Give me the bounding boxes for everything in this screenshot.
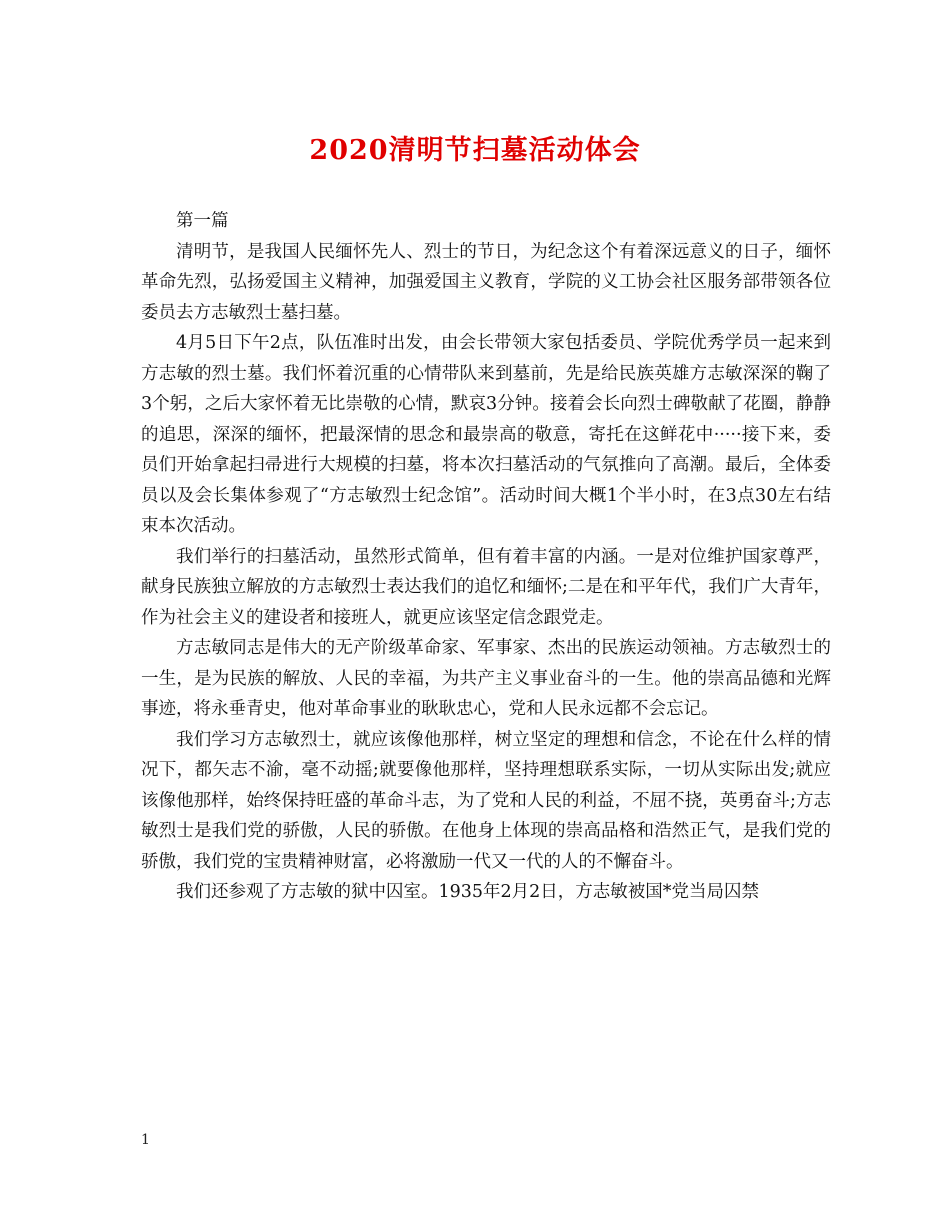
document-title: 2020清明节扫墓活动体会: [309, 135, 641, 166]
paragraph-5: 我们学习方志敏烈士，就应该像他那样，树立坚定的理想和信念，不论在什么样的情况下，都矢志不渝，毫不动摇;就要像他那样，坚持理想联系实际，一切从实际出发;就应该像他那样，始终保持旺盛的革命斗志，为了党和人民的利益，不屈不挠，英勇奋斗;方志敏烈士是我们党的骄傲，人民的骄傲。在他身上体现的崇高品格和浩然正气，是我们党的骄傲，我们党的宝贵精神财富，必将激励一代又一代的人的不懈奋斗。: [141, 729, 831, 872]
paragraph-3: 我们举行的扫墓活动，虽然形式简单，但有着丰富的内涵。一是对位维护国家尊严，献身民族独立解放的方志敏烈士表达我们的追忆和缅怀;二是在和平年代，我们广大青年，作为社会主义的建设者和接班人，就更应该坚定信念跟党走。: [141, 546, 831, 628]
page-number: 1: [141, 1132, 150, 1148]
paragraph-4: 方志敏同志是伟大的无产阶级革命家、军事家、杰出的民族运动领袖。方志敏烈士的一生，是为民族的解放、人民的幸福，为共产主义事业奋斗的一生。他的崇高品德和光辉事迹，将永垂青史，他对革命事业的耿耿忠心，党和人民永远都不会忘记。: [141, 638, 831, 719]
section-heading: 第一篇: [176, 211, 229, 231]
paragraph-2: 4月5日下午2点，队伍准时出发，由会长带领大家包括委员、学院优秀学员一起来到方志敏的烈士墓。我们怀着沉重的心情带队来到墓前，先是给民族英雄方志敏深深的鞠了3个躬，之后大家怀着无比崇敬的心情，默哀3分钟。接着会长向烈士碑敬献了花圈，静静的追思，深深的缅怀，把最深情的思念和最崇高的敬意，寄托在这鲜花中·····接下来，委员们开始拿起扫帚进行大规模的扫墓，将本次扫墓活动的气氛推向了高潮。最后，全体委员以及会长集体参观了“方志敏烈士纪念馆”。活动时间大概1个半小时，在3点30左右结束本次活动。: [141, 333, 831, 536]
paragraph-6: 我们还参观了方志敏的狱中囚室。1935年2月2日，方志敏被国*党当局囚禁: [176, 882, 760, 902]
document-body: [141, 206, 831, 908]
paragraph-1: 清明节，是我国人民缅怀先人、烈士的节日，为纪念这个有着深远意义的日子，缅怀革命先烈，弘扬爱国主义精神，加强爱国主义教育，学院的义工协会社区服务部带领各位委员去方志敏烈士墓扫墓。: [141, 241, 831, 323]
